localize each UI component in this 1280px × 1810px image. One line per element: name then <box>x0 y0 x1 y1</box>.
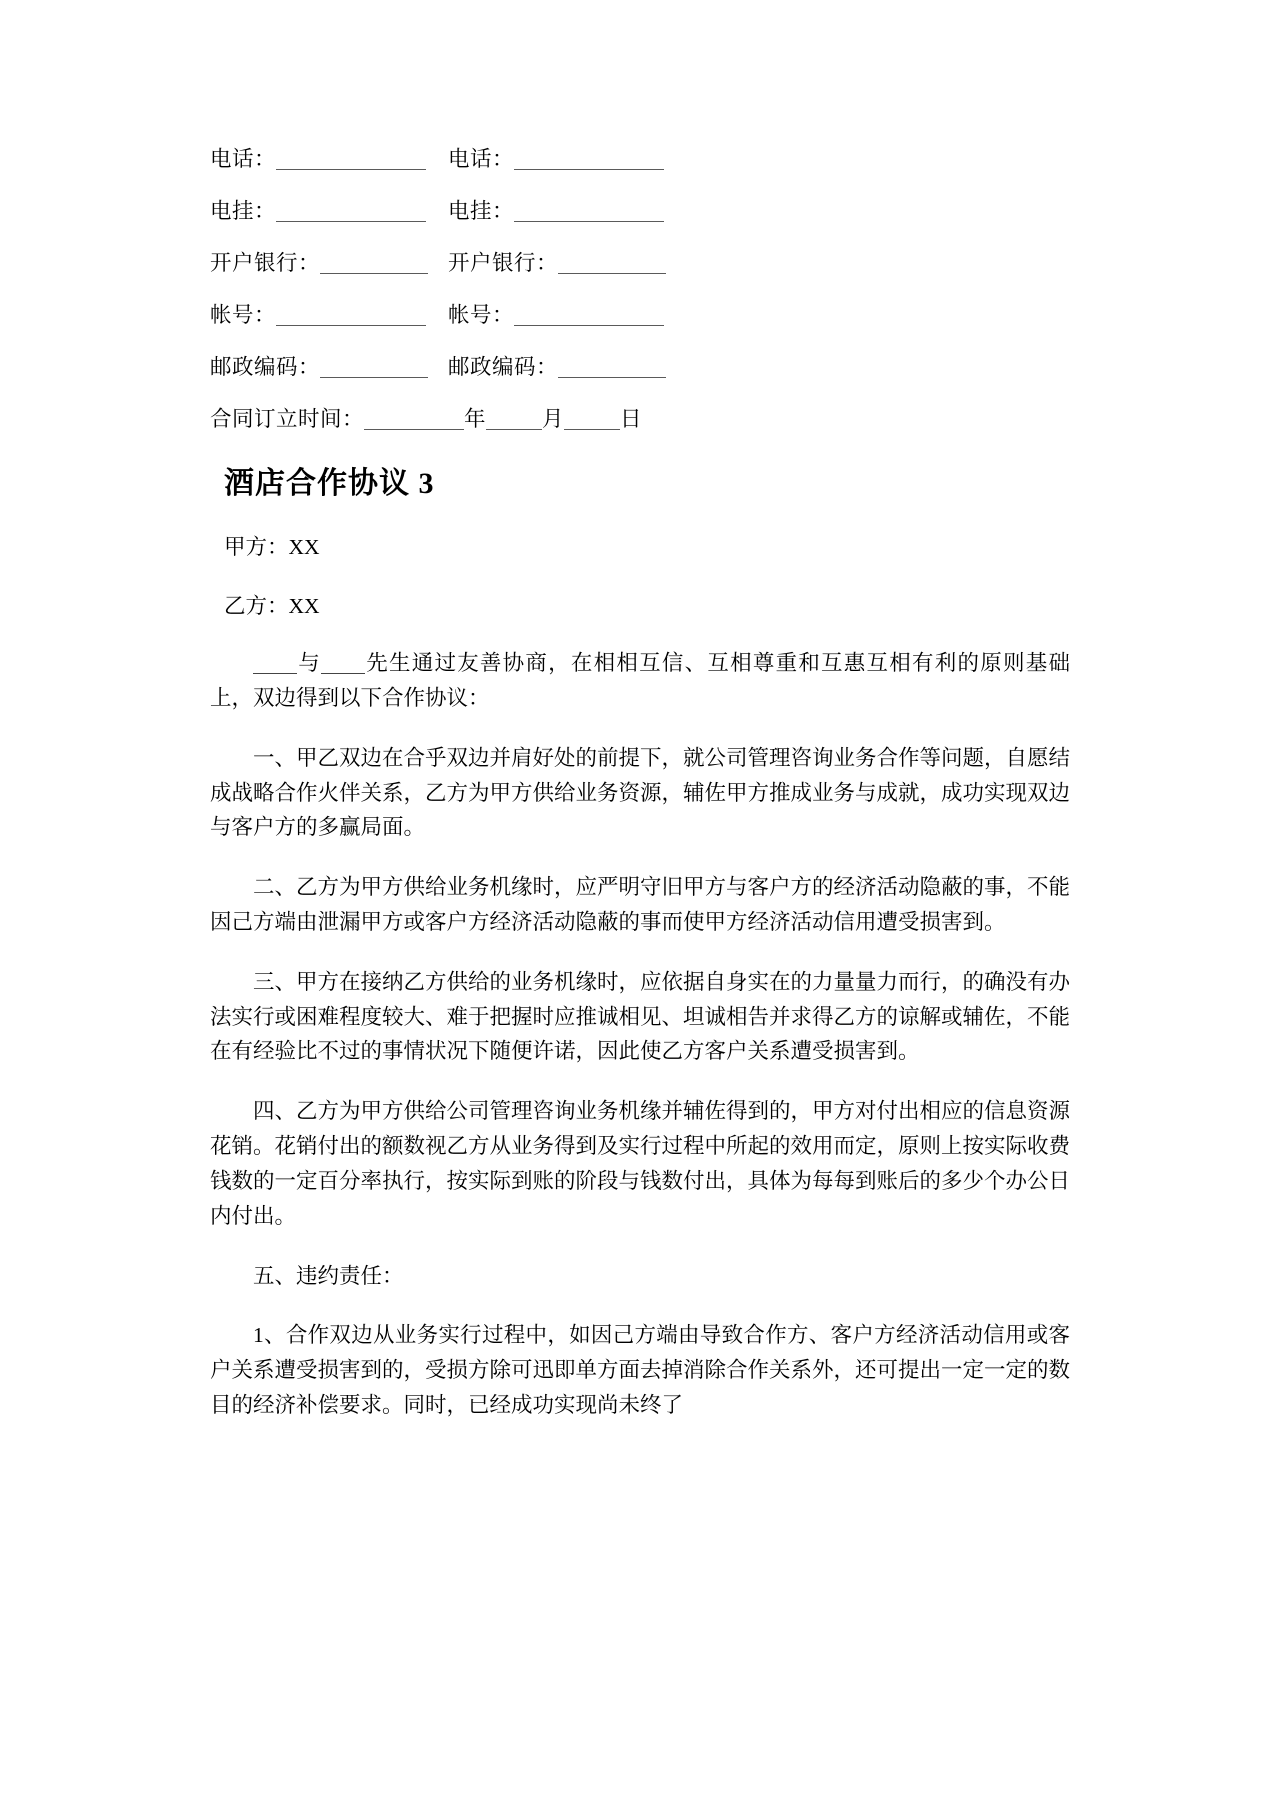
field-blank[interactable] <box>514 147 664 170</box>
party-b-line: 乙方：XX <box>224 594 320 619</box>
preamble-blank-1[interactable] <box>253 651 297 674</box>
field-label: 电挂： <box>210 198 277 223</box>
field-telegram-left <box>210 199 448 222</box>
field-telegram-right <box>448 199 664 222</box>
field-bank-right <box>448 251 666 274</box>
preamble-text-2: 先生通过友善协商，在相相互信、互相尊重和互惠互相有利的原则基础上，双边得到以下合作协议： <box>210 651 1070 710</box>
field-row-bank <box>210 222 1070 274</box>
page-title: 酒店合作协议 3 <box>224 467 435 500</box>
contract-date-label: 合同订立时间： <box>210 406 365 431</box>
preamble-blank-2[interactable] <box>321 651 365 674</box>
header-fields <box>210 118 1070 430</box>
clause-paragraph-5: 五、违约责任： <box>253 1263 404 1288</box>
clause-paragraph-5-1: 1、合作双边从业务实行过程中，如因己方端由导致合作方、客户方经济活动信用或客户关系遭受损害到的，受损方除可迅即单方面去掉消除合作关系外，还可提出一定一定的数目的经济补偿要求。同时，已经成功实现尚未终了 <box>210 1323 1071 1418</box>
field-row-account <box>210 274 1070 326</box>
clause-paragraph-2: 二、乙方为甲方供给业务机缘时，应严明守旧甲方与客户方的经济活动隐蔽的事，不能因己方端由泄漏甲方或客户方经济活动隐蔽的事而使甲方经济活动信用遭受损害到。 <box>210 875 1071 934</box>
clause-paragraph-3: 三、甲方在接纳乙方供给的业务机缘时，应依据自身实在的力量量力而行，的确没有办法实行或困难程度较大、难于把握时应推诚相见、坦诚相告并求得乙方的谅解或辅佐，不能在有经验比不过的事情状况下随便许诺，因此使乙方客户关系遭受损害到。 <box>210 969 1071 1064</box>
contract-date-year-blank[interactable] <box>364 407 464 430</box>
preamble-text-1: 与 <box>297 651 321 676</box>
field-blank[interactable] <box>558 251 666 274</box>
field-label: 开户银行： <box>210 250 321 275</box>
field-blank[interactable] <box>320 251 428 274</box>
field-label: 电话： <box>448 146 515 171</box>
contract-date-group <box>210 407 642 430</box>
field-label: 电挂： <box>448 198 515 223</box>
party-a-line: 甲方：XX <box>224 535 320 559</box>
clause-paragraph-1: 一、甲乙双边在合乎双边并肩好处的前提下，就公司管理咨询业务合作等问题，自愿结成战略合作火伴关系，乙方为甲方供给业务资源，辅佐甲方推成业务与成就，成功实现双边与客户方的多赢局面。 <box>210 745 1071 840</box>
field-blank[interactable] <box>276 303 426 326</box>
field-postcode-right <box>448 355 666 378</box>
field-row-phone <box>210 118 1070 170</box>
field-label: 开户银行： <box>448 250 559 275</box>
contract-date-month-unit: 月 <box>542 406 565 431</box>
document-content <box>210 118 1070 1423</box>
contract-date-day-blank[interactable] <box>564 407 620 430</box>
field-phone-right <box>448 147 664 170</box>
field-account-left <box>210 303 448 326</box>
field-label: 邮政编码： <box>210 354 321 379</box>
field-account-right <box>448 303 664 326</box>
field-phone-left <box>210 147 448 170</box>
field-row-telegram <box>210 170 1070 222</box>
clause-paragraph-4: 四、乙方为甲方供给公司管理咨询业务机缘并辅佐得到的，甲方对付出相应的信息资源花销。花销付出的额数视乙方从业务得到及实行过程中所起的效用而定，原则上按实际收费钱数的一定百分率执行，按实际到账的阶段与钱数付出，具体为每每到账后的多少个办公日内付出。 <box>210 1099 1071 1228</box>
contract-date-month-blank[interactable] <box>486 407 542 430</box>
field-label: 邮政编码： <box>448 354 559 379</box>
field-blank[interactable] <box>558 355 666 378</box>
preamble-paragraph <box>210 646 1070 716</box>
field-blank[interactable] <box>320 355 428 378</box>
field-row-postcode <box>210 326 1070 378</box>
field-blank[interactable] <box>514 303 664 326</box>
field-blank[interactable] <box>514 199 664 222</box>
contract-date-day-unit: 日 <box>620 406 643 431</box>
field-row-contract-date <box>210 378 1070 430</box>
contract-date-year-unit: 年 <box>464 406 487 431</box>
field-label: 电话： <box>210 146 277 171</box>
field-postcode-left <box>210 355 448 378</box>
field-blank[interactable] <box>276 199 426 222</box>
field-label: 帐号： <box>448 302 515 327</box>
field-label: 帐号： <box>210 302 277 327</box>
field-blank[interactable] <box>276 147 426 170</box>
field-bank-left <box>210 251 448 274</box>
